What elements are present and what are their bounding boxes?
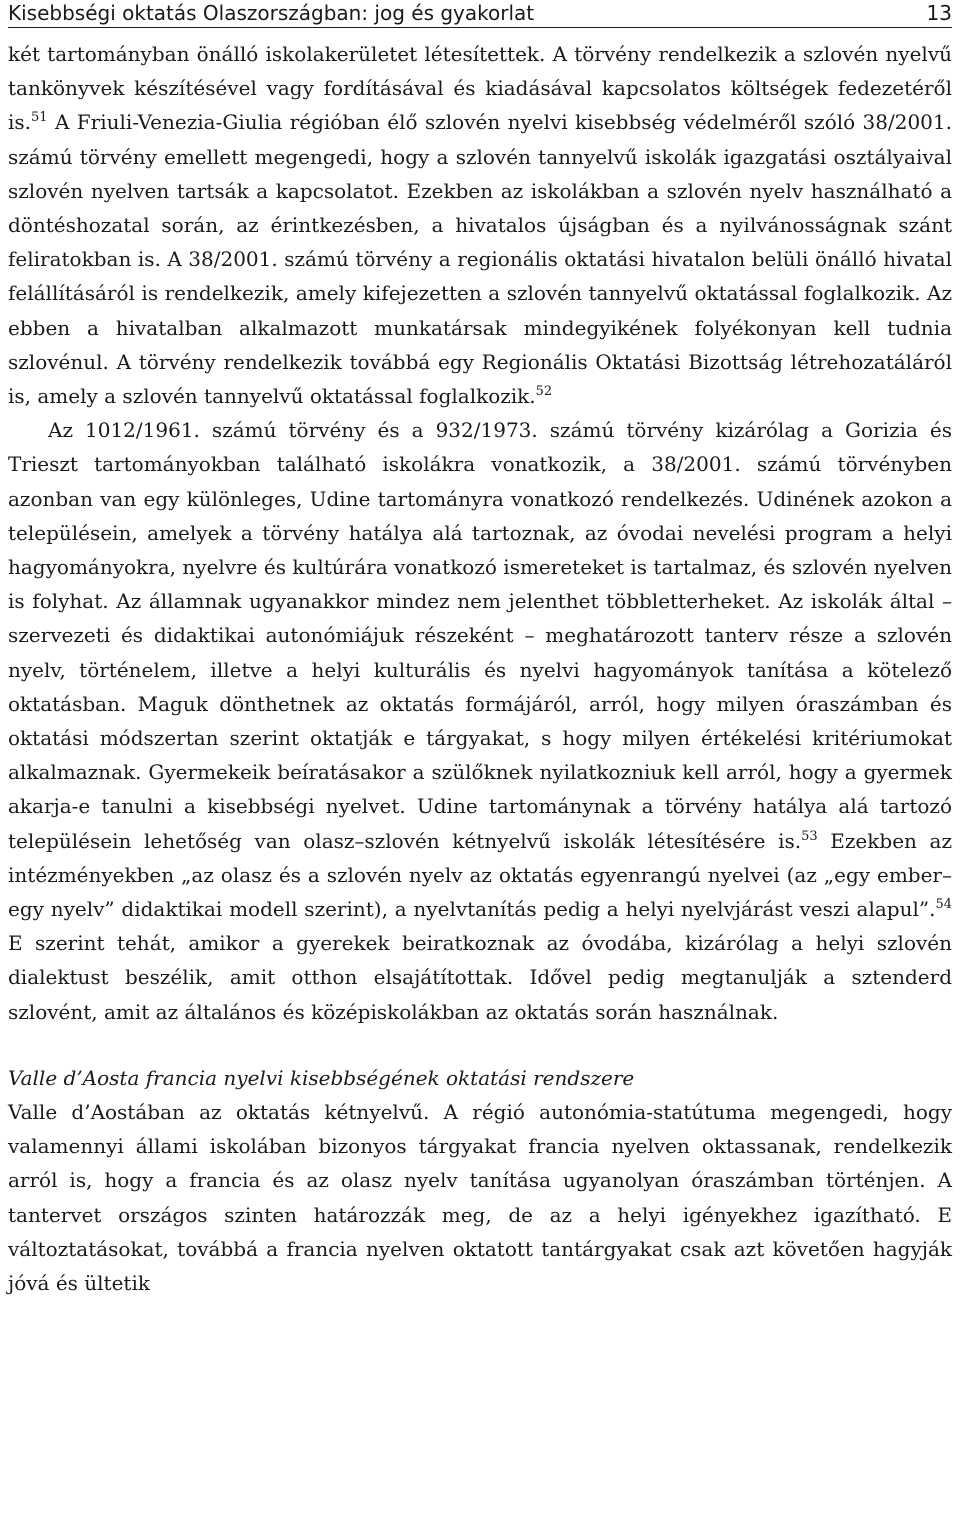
paragraph-text: Ezekben az intézményekben „az olasz és a szlovén nyelv az oktatás egyenrangú nyelvei (az „egy ember–egy nyelv” didaktikai modell szerint), a nyelvtanítás pedig a helyi nyelvjárást veszi alapul”.	[8, 828, 952, 922]
running-header	[8, 0, 952, 28]
paragraph-1	[8, 37, 952, 413]
page-number: 13	[926, 1, 952, 25]
paragraph-text: két tartományban önálló iskolakerületet létesítettek. A törvény rendelkezik a szlovén nyelvű tankönyvek készítésével vagy fordításával és kiadásával kapcsolatos költségek fedezetéről is.	[8, 42, 952, 135]
paragraph-text: Az 1012/1961. számú törvény és a 932/1973. számú törvény kizárólag a Gorizia és Trieszt tartományokban található iskolákra vonatkozik, a 38/2001. számú törvényben azonban van egy különleges, Udine tartományra vonatkozó rendelkezés. Udinének azokon a településein, amelyek a törvény hatálya alá tartoznak, az óvodai nevelési program a helyi hagyományokra, nyelvre és kultúrára vonatkozó ismereteket is tartalmaz, és szlovén nyelven is folyhat. Az államnak ugyanakkor mindez nem jelenthet többletterheket. Az iskolák által – szervezeti és didaktikai autonómiájuk részeként – meghatározott tanterv része a szlovén nyelv, történelem, illetve a helyi kulturális és nyelvi hagyományok tanítása a kötelező oktatásban. Maguk dönthetnek az oktatás formájáról, arról, hogy milyen óraszámban és oktatási módszertan szerint oktatják e tárgyakat, s hogy milyen értékelési kritériumokat alkalmaznak. Gyermekeik beíratásakor a szülőknek nyilatkozniuk kell arról, hogy a gyermek akarja-e tanulni a kisebbségi nyelvet. Udine tartománynak a törvény hatálya alá tartozó településein lehetőség van olasz–szlovén kétnyelvű iskolák létesítésére is.	[8, 418, 952, 853]
footnote-ref-53[interactable]: 53	[801, 828, 818, 844]
paragraph-2	[8, 413, 952, 1029]
footnote-ref-52[interactable]: 52	[535, 384, 553, 400]
footnote-ref-51[interactable]: 51	[31, 110, 48, 126]
running-title: Kisebbségi oktatás Olaszországban: jog és gyakorlat	[8, 1, 535, 25]
paragraph-text: A Friuli-Venezia-Giulia régióban élő szlovén nyelvi kisebbség védelméről szóló 38/2001. számú törvény emellett megengedi, hogy a szlovén tannyelvű iskolák igazgatási osztályaival szlovén nyelven tartsák a kapcsolatot. Ezekben az iskolákban a szlovén nyelv használható a döntéshozatal során, az érintkezésben, a hivatalos újságban és a nyilvánosságnak szánt feliratokban is. A 38/2001. számú törvény a regionális oktatási hivatalon belüli önálló hivatal felállításáról is rendelkezik, amely kifejezetten a szlovén tannyelvű oktatással foglalkozik. Az ebben a hivatalban alkalmazott munkatársak mindegyikének folyékonyan kell tudnia szlovénul. A törvény rendelkezik továbbá egy Regionális Oktatási Bizottság létrehozatáláról is, amely a szlovén tannyelvű oktatással foglalkozik.	[8, 110, 952, 409]
paragraph-text: E szerint tehát, amikor a gyerekek beiratkoznak az óvodába, kizárólag a helyi szlovén dialektust beszélik, amit otthon elsajátítottak. Idővel pedig megtanulják a sztenderd szlovént, amit az általános és középiskolákban az oktatás során használnak.	[8, 931, 952, 1024]
paragraph-3: Valle d’Aostában az oktatás kétnyelvű. A régió autonómia-statútuma megengedi, hogy valamennyi állami iskolában bizonyos tárgyakat francia nyelven oktassanak, rendelkezik arról is, hogy a francia és az olasz nyelv tanítása ugyanolyan óraszámban történjen. A tantervet országos szinten határozzák meg, de az a helyi igényekhez igazítható. E változtatásokat, továbbá a francia nyelven oktatott tantárgyakat csak azt követően hagyják jóvá és ültetik	[8, 1099, 952, 1295]
footnote-ref-54[interactable]: 54	[935, 897, 952, 913]
section-heading: Valle d’Aosta francia nyelvi kisebbségének oktatási rendszere	[8, 1065, 635, 1090]
body-text	[8, 37, 952, 1300]
